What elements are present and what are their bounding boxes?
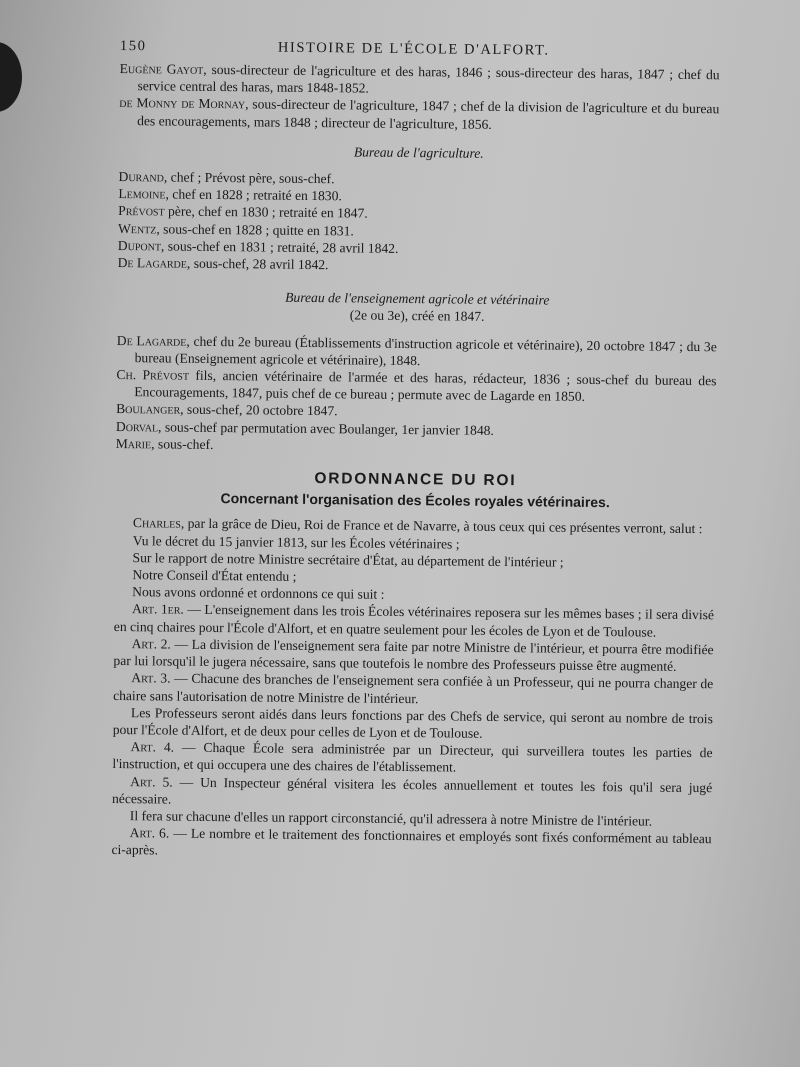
ordonnance-paragraph: Nous avons ordonné et ordonnons ce qui suit : xyxy=(132,584,385,603)
ordonnance-article: Art. 3. — Chacune des branches de l'enseignement sera confiée à un Professeur, qui ne pourra changer de chaire sans l'autorisation de notre Ministre de l'intérieur. xyxy=(113,670,714,706)
ordonnance-title: ORDONNANCE DU ROI xyxy=(314,470,517,490)
staff-entry: Dorval, sous-chef par permutation avec Boulanger, 1er janvier 1848. xyxy=(115,418,494,438)
ordonnance-paragraph: Il fera sur chacune d'elles un rapport circonstancié, qu'il adressera à notre Ministre de l'intérieur. xyxy=(129,808,653,829)
staff-entry: Lemoine, chef en 1828 ; retraité en 1830. xyxy=(118,186,342,204)
ordonnance-paragraph: Notre Conseil d'État entendu ; xyxy=(132,567,297,584)
staff-entry: Prévost père, chef en 1830 ; retraité en 1847. xyxy=(118,203,368,222)
binding-hole xyxy=(0,42,22,112)
page-number: 150 xyxy=(119,38,147,55)
ordonnance-article: Art. 2. — La division de l'enseignement sera faite par notre Ministre de l'intérieur, et pourra être modifiée par lui lorsqu'il le jugera nécessaire, sans que toutefois le nombre des Professeurs puisse être augmenté. xyxy=(113,636,714,674)
staff-entry: Boulanger, sous-chef, 20 octobre 1847. xyxy=(116,401,338,419)
ordonnance-paragraph: Vu le décret du 15 janvier 1813, sur les Écoles vétérinaires ; xyxy=(132,532,460,552)
staff-entry: Durand, chef ; Prévost père, sous-chef. xyxy=(118,169,335,187)
ordonnance-article: Art. 6. — Le nombre et le traitement des fonctionnaires et employés sont fixés conformément au tableau ci-après. xyxy=(111,825,712,858)
ordonnance-paragraph: Les Professeurs seront aidés dans leurs fonctions par des Chefs de service, qui seront au nombre de trois pour l'École d'Alfort, et de deux pour celles de Lyon et de Toulouse. xyxy=(112,704,713,741)
staff-entry: De Lagarde, chef du 2e bureau (Établissements d'instruction agricole et vétérinaire), 20 octobre 1847 ; du 3e bureau (Enseignement agricole et vétérinaire), 1848. xyxy=(116,332,717,369)
section-subtitle: (2e ou 3e), créé en 1847. xyxy=(349,307,485,325)
ordonnance-paragraph: Sur le rapport de notre Ministre secrétaire d'État, au département de l'intérieur ; xyxy=(132,550,564,570)
staff-entry: de Monny de Mornay, sous-directeur de l'agriculture, 1847 ; chef de la division de l'agriculture et du bureau des encouragements, mars 1848 ; directeur de l'agriculture, 1856. xyxy=(119,95,720,132)
staff-entry: Dupont, sous-chef en 1831 ; retraité, 28 avril 1842. xyxy=(117,237,399,256)
page-text xyxy=(111,38,720,865)
ordonnance-article: Art. 5. — Un Inspecteur général visitera les écoles annuellement et toutes les fois qu'il sera jugé nécessaire. xyxy=(111,773,713,807)
ordonnance-paragraph: Charles, par la grâce de Dieu, Roi de France et de Navarre, à tous ceux qui ces présentes verront, salut : xyxy=(132,515,703,537)
section-title: Bureau de l'enseignement agricole et vétérinaire xyxy=(285,289,550,308)
staff-entry: Eugène Gayot, sous-directeur de l'agriculture et des haras, 1846 ; sous-directeur des haras, 1847 ; chef du service central des haras, mars 1848-1852. xyxy=(119,60,720,96)
ordonnance-article: Art. 1er. — L'enseignement dans les trois Écoles vétérinaires reposera sur les mêmes bases ; il sera divisé en cinq chaires pour l'École d'Alfort, et en quatre seulement pour les écoles de Lyon et de Toulouse. xyxy=(113,601,715,640)
staff-entry: Ch. Prévost fils, ancien vétérinaire de l'armée et des haras, rédacteur, 1836 ; sous-chef du bureau des Encouragements, 1847, puis chef de ce bureau ; permute avec de Lagarde en 1850. xyxy=(116,367,717,405)
section-title: Bureau de l'agriculture. xyxy=(353,144,484,161)
staff-entry: Marie, sous-chef. xyxy=(115,435,214,452)
ordonnance-article: Art. 4. — Chaque École sera administrée par un Directeur, qui surveillera toutes les parties de l'instruction, et qui occupera une des chaires de l'établissement. xyxy=(112,739,713,775)
staff-entry: De Lagarde, sous-chef, 28 avril 1842. xyxy=(117,255,329,273)
staff-entry: Wentz, sous-chef en 1828 ; quitte en 1831. xyxy=(117,220,354,239)
running-title: HISTOIRE DE L'ÉCOLE D'ALFORT. xyxy=(277,39,550,59)
ordonnance-subtitle: Concernant l'organisation des Écoles royales vétérinaires. xyxy=(220,490,610,511)
